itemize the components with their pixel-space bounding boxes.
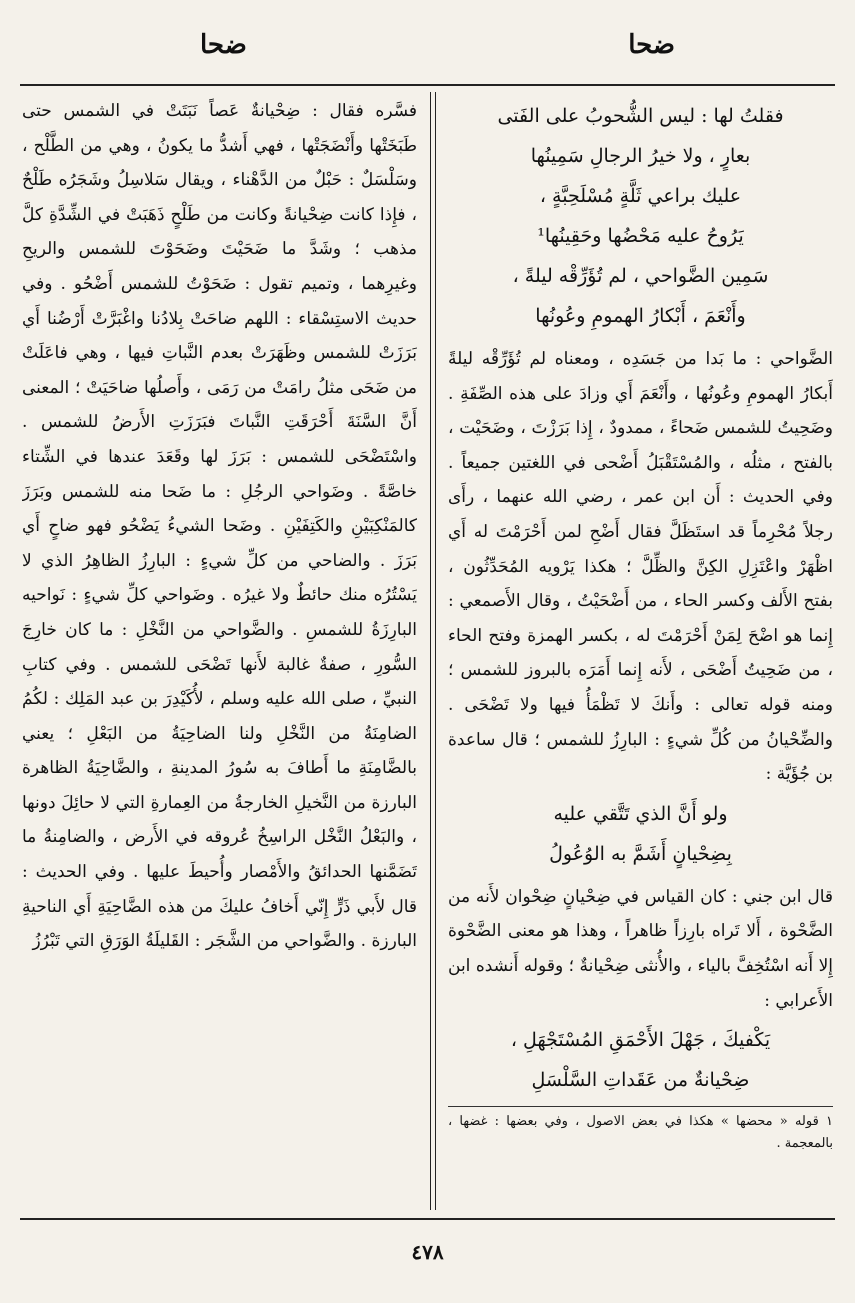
verse-line: فقلتُ لها : ليس الشُّحوبُ على الفَتى: [497, 105, 784, 127]
verse-line: بِضِحْيانٍ أَشَمَّ به الوُعُولُ: [549, 842, 732, 865]
verse-block-2: [448, 794, 833, 874]
verse-line: يَرُوحُ عليه مَحْضُها وحَقِينُها¹: [537, 225, 744, 247]
footnote: ١ قوله « محضها » هكذا في بعض الاصول ، وفي بعضها : غضها ، بالمعجمة .: [448, 1114, 833, 1152]
verse-line: ولو أَنَّ الذي تَتَّقي عليه: [553, 802, 728, 825]
verse-line: سَمِين الضَّواحي ، لم تُؤَرِّقْه ليلةً ،: [512, 265, 769, 287]
bottom-rule: [20, 1218, 835, 1220]
verse-line: يَكْفيكَ ، جَهْلَ الأَحْمَقِ المُسْتَجْهَلِ ،: [510, 1029, 771, 1052]
verse-line: وأَنْعَمَ ، أَبْكارُ الهمومِ وعُونُها: [535, 305, 746, 327]
right-column: [448, 94, 833, 1209]
verse-block-3: [448, 1020, 833, 1100]
verse-line: عليك براعي ثَلَّةٍ مُسْلَحِبَّةٍ ،: [539, 185, 742, 207]
page-number: ٤٧٨: [411, 1240, 444, 1264]
top-rule: [20, 84, 835, 86]
verse-line: ضِحْيانةٌ من عَقَداتِ السَّلْسَلِ: [531, 1069, 750, 1092]
verse-block-1: [448, 96, 833, 336]
column-divider: [430, 92, 431, 1210]
paragraph-1: الضَّواحي : ما بَدا من جَسَدِه ، ومعناه لم تُؤَرِّقْه ليلةً أَبكارُ الهمومِ وعُونُها ، وأَنْعَمَ أَي وزادَ على هذه الصِّفَةِ . وضَحِيتُ للشمس ضَحاءً ، ممدودٌ ، إِذا بَرَزْتَ ، وضَحَيْت ، بالفتح ، مثلُه ، والمُسْتَقْبَلُ أَضْحى في اللغتين جميعاً . وفي الحديث : أَن ابن عمر ، رضي الله عنهما ، رأَى رجلاً مُحْرِماً قد استَظَلَّ فقال أَضْحِ لمن أَحْرَمْتَ له أَي اظْهَرْ واعْتَزِلِ الكِنَّ والظِّلَّ ؛ هكذا يَرْويه المُحَدِّثُون ، بفتح الأَلف وكسر الحاء ، من أَضْحَيْتُ ، وقال الأَصمعي : إِنما هو اضْحَ لِمَنْ أَحْرَمْتَ له ، بكسر الهمزة وفتح الحاء ، من ضَحِيتُ أَضْحَى ، لأَنه إِنما أَمَرَه بالبروز للشمس ؛ ومنه قوله تعالى : وأَنكَ لا تَظْمَأُ فيها ولا تَضْحَى . والضِّحْيانُ من كُلِّ شيءٍ : البارِزُ للشمس ؛ قال ساعدة بن جُؤَيَّة :: [448, 349, 833, 785]
footnote-rule: [448, 1106, 833, 1107]
left-column: [22, 94, 417, 1209]
column-divider-inner: [435, 92, 436, 1210]
paragraph-2: قال ابن جني : كان القياس في ضِحْيانٍ ضِحْوان لأَنه من الضَّحْوة ، أَلا تَراه بارِزاً ظاهراً ، وهذا هو معنى الضَّحْوة إِلا أَنه اسْتُخِفَّ بالياء ، والأُنثى ضِحْيانةٌ ؛ وقوله أَنشده ابن الأَعرابي :: [448, 886, 833, 1011]
verse-line: بعارٍ ، ولا خيرُ الرجالِ سَمِينُها: [530, 145, 751, 167]
left-column-text: فسَّره فقال : ضِحْيانةٌ عَصاً نَبَتَتْ في الشمس حتى طَبَخَتْها وأَنْضَجَتْها ، فهي أَشدُّ ما يكونُ ، وهي من الطَّلْح ، وسَلْسَلٌ : حَبْلٌ من الدَّهْناء ، ويقال سَلاسِلُ وشَجَرُه طَلْحٌ ، فإِذا كانت ضِحْيانةً وكانت من طَلْحٍ ذَهَبَتْ في الشِّدَّةِ كلَّ مذهب ؛ وشَدَّ ما ضَحَيْتَ وضَحَوْتَ للشمس والريحِ وغيرِهما ، وتميم تقول : ضَحَوْتُ للشمس أَضْحُو . وفي حديث الاستِسْقاء : اللهم ضاحَتْ بِلادُنا واغْبَرَّتْ أَرْضُنا أَي بَرَزَتْ للشمس وظَهَرَتْ بعدم النَّباتِ فيها ، وهي فاعَلَتْ من ضَحَى مثلُ رامَتْ من رَمَى ، وأَصلُها ضاحَيَتْ ؛ المعنى أَنَّ السَّنَةَ أَحْرَقَتِ النَّباتَ فبَرَزَتِ الأَرضُ للشمس . واسْتَضْحَى للشمس : بَرَزَ لها وقَعَدَ عندها في الشِّتاء خاصَّةً . وضَواحي الرجُلِ : ما ضَحا منه للشمس وبَرَزَ كالمَنْكِبَيْنِ والكَتِفَيْنِ . وضَحا الشيءُ يَضْحُو فهو ضاحٍ أَي بَرَزَ . والضاحي من كلِّ شيءٍ : البارِزُ الظاهِرُ الذي لا يَسْتُرُه منك حائطٌ ولا غيرُه . وضَواحي كلِّ شيءٍ : نَواحيه البارِزَةُ للشمسِ . والضَّواحي من النَّخْلِ : ما كان خارِجَ السُّورِ ، صفةٌ غالبة لأَنها تَضْحَى للشمس . وفي كتابِ النبيِّ ، صلى الله عليه وسلم ، لأُكَيْدِرَ بن عبد المَلِك : لكُمُ الضامِنَةُ من النَّخْلِ ولنا الضاحِيَةُ من البَعْلِ ؛ يعني بالضَّامِنَةِ ما أَطافَ به سُورُ المدينةِ ، والضَّاحِيَةُ الظاهرة البارزة من النَّخيلِ الخارجةُ من العِمارةِ التي لا حائِلَ دونها ، والبَعْلُ النَّخْل الراسِخُ عُروقه في الأَرض ، والضامِنةُ ما تَضَمَّنها الحدائقُ والأَمْصار وأُحيطَ عليها . وفي الحديث : قال لأَبي ذَرٍّ إِنّي أَخافُ عليكَ من هذه الضَّاحِيَةِ أَي الناحيةِ البارزة . والضَّواحي من الشَّجَر : القَليلَةُ الوَرَقِ التي تَبْرُزُ: [22, 101, 417, 952]
right-header-title: ضحا: [628, 30, 675, 60]
left-header-title: ضحا: [200, 30, 247, 60]
